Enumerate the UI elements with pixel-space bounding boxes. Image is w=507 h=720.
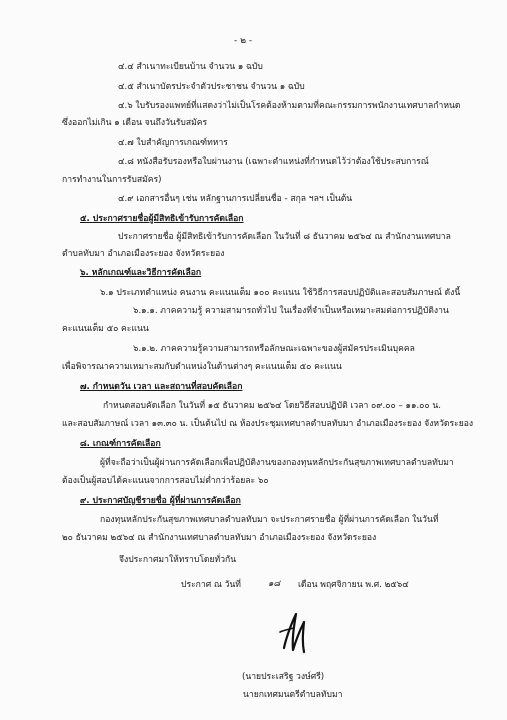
list-item: ๔.๗ ใบสำคัญการเกณฑ์ทหาร xyxy=(118,138,228,148)
section-5-line: ประกาศรายชื่อ ผู้มีสิทธิเข้ารับการคัดเลือก ในวันที่ ๘ ธันวาคม ๒๕๖๔ ณ สำนักงานเทศบาล xyxy=(118,232,451,242)
list-item: ๔.๙ เอกสารอื่นๆ เช่น หลักฐานการเปลี่ยนชื่อ - สกุล ฯลฯ เป็นต้น xyxy=(118,194,353,204)
announce-date-day: ๑๘ xyxy=(268,579,281,589)
announce-date-prefix: ประกาศ ณ วันที่ xyxy=(181,580,241,590)
list-item: ๔.๘ หนังสือรับรองหรือใบผ่านงาน (เฉพาะตำแหน่งที่กำหนดไว้ว่าต้องใช้ประสบการณ์ xyxy=(118,157,429,167)
list-item: ๔.๕ สำเนาบัตรประจำตัวประชาชน จำนวน ๑ ฉบับ xyxy=(118,82,305,92)
section-6-line: คะแนนเต็ม ๕๐ คะแนน xyxy=(62,324,149,334)
section-9-line: กองทุนหลักประกันสุขภาพเทศบาลตำบลทับมา จะประกาศรายชื่อ ผู้ที่ผ่านการคัดเลือก ในวันที่ xyxy=(100,515,439,525)
signer-name: (นายประเสริฐ วงษ์ศรี) xyxy=(242,672,325,682)
announce-date-month-year: เดือน พฤศจิกายน พ.ศ. ๒๕๖๔ xyxy=(298,580,409,590)
section-8-line: ต้องเป็นผู้สอบได้คะแนนจากการสอบไม่ต่ำกว่าร้อยละ ๖๐ xyxy=(62,476,269,486)
signature-image xyxy=(274,608,314,656)
section-6-line: ๖.๑.๑. ภาคความรู้ ความสามารถทั่วไป ในเรื่องที่จำเป็นหรือเหมาะสมต่อการปฏิบัติงาน xyxy=(133,306,449,316)
section-8-heading: ๘. เกณฑ์การคัดเลือก xyxy=(80,439,161,449)
section-6-heading: ๖. หลักเกณฑ์และวิธีการคัดเลือก xyxy=(80,268,202,278)
section-6-line: เพื่อพิจารณาความเหมาะสมกับตำแหน่งในด้านต่างๆ คะแนนเต็ม ๕๐ คะแนน xyxy=(62,362,342,372)
section-8-line: ผู้ที่จะถือว่าเป็นผู้ผ่านการคัดเลือกเพื่อปฏิบัติงานของกองทุนหลักประกันสุขภาพเทศบาลตำบลทับมา xyxy=(100,458,454,468)
section-7-line: กำหนดสอบคัดเลือก ในวันที่ ๑๕ ธันวาคม ๒๕๖๔ โดยวิธีสอบปฏิบัติ เวลา ๐๙.๐๐ – ๑๑.๐๐ น. xyxy=(103,401,442,411)
section-7-line: และสอบสัมภาษณ์ เวลา ๑๓.๓๐ น. เป็นต้นไป ณ ห้องประชุมเทศบาลตำบลทับมา อำเภอเมืองระยอง จังหวัดระยอง xyxy=(62,419,474,429)
closing-statement: จึงประกาศมาให้ทราบโดยทั่วกัน xyxy=(119,555,237,565)
list-item: ซึ่งออกไม่เกิน ๑ เดือน จนถึงวันรับสมัคร xyxy=(62,118,208,128)
signer-title: นายกเทศมนตรีตำบลทับมา xyxy=(243,690,343,700)
section-5-line: ตำบลทับมา อำเภอเมืองระยอง จังหวัดระยอง xyxy=(62,249,225,259)
section-5-heading: ๕. ประกาศรายชื่อผู้มีสิทธิเข้ารับการคัดเลือก xyxy=(80,214,244,224)
list-item: ๔.๔ สำเนาทะเบียนบ้าน จำนวน ๑ ฉบับ xyxy=(118,62,263,72)
section-9-heading: ๙. ประกาศบัญชีรายชื่อ ผู้ที่ผ่านการคัดเลือก xyxy=(80,496,241,506)
section-6-line: ๖.๑ ประเภทตำแหน่ง คนงาน คะแนนเต็ม ๑๐๐ คะแนน ใช้วิธีการสอบปฏิบัติและสอบสัมภาษณ์ ดังนี้ xyxy=(100,288,461,298)
section-9-line: ๒๐ ธันวาคม ๒๕๖๔ ณ สำนักงานเทศบาลตำบลทับมา อำเภอเมืองระยอง จังหวัดระยอง xyxy=(62,533,377,543)
list-item: ๔.๖ ใบรับรองแพทย์ที่แสดงว่าไม่เป็นโรคต้องห้ามตามที่คณะกรรมการพนักงานเทศบาลกำหนด xyxy=(118,101,461,111)
list-item: การทำงานในการรับสมัคร) xyxy=(62,175,162,185)
section-7-heading: ๗. กำหนดวัน เวลา และสถานที่สอบคัดเลือก xyxy=(80,382,243,392)
page-number: - ๒ - xyxy=(234,36,253,46)
section-6-line: ๖.๑.๒. ภาคความรู้ความสามารถหรือลักษณะเฉพาะของผู้สมัครประเมินบุคคล xyxy=(133,344,415,354)
